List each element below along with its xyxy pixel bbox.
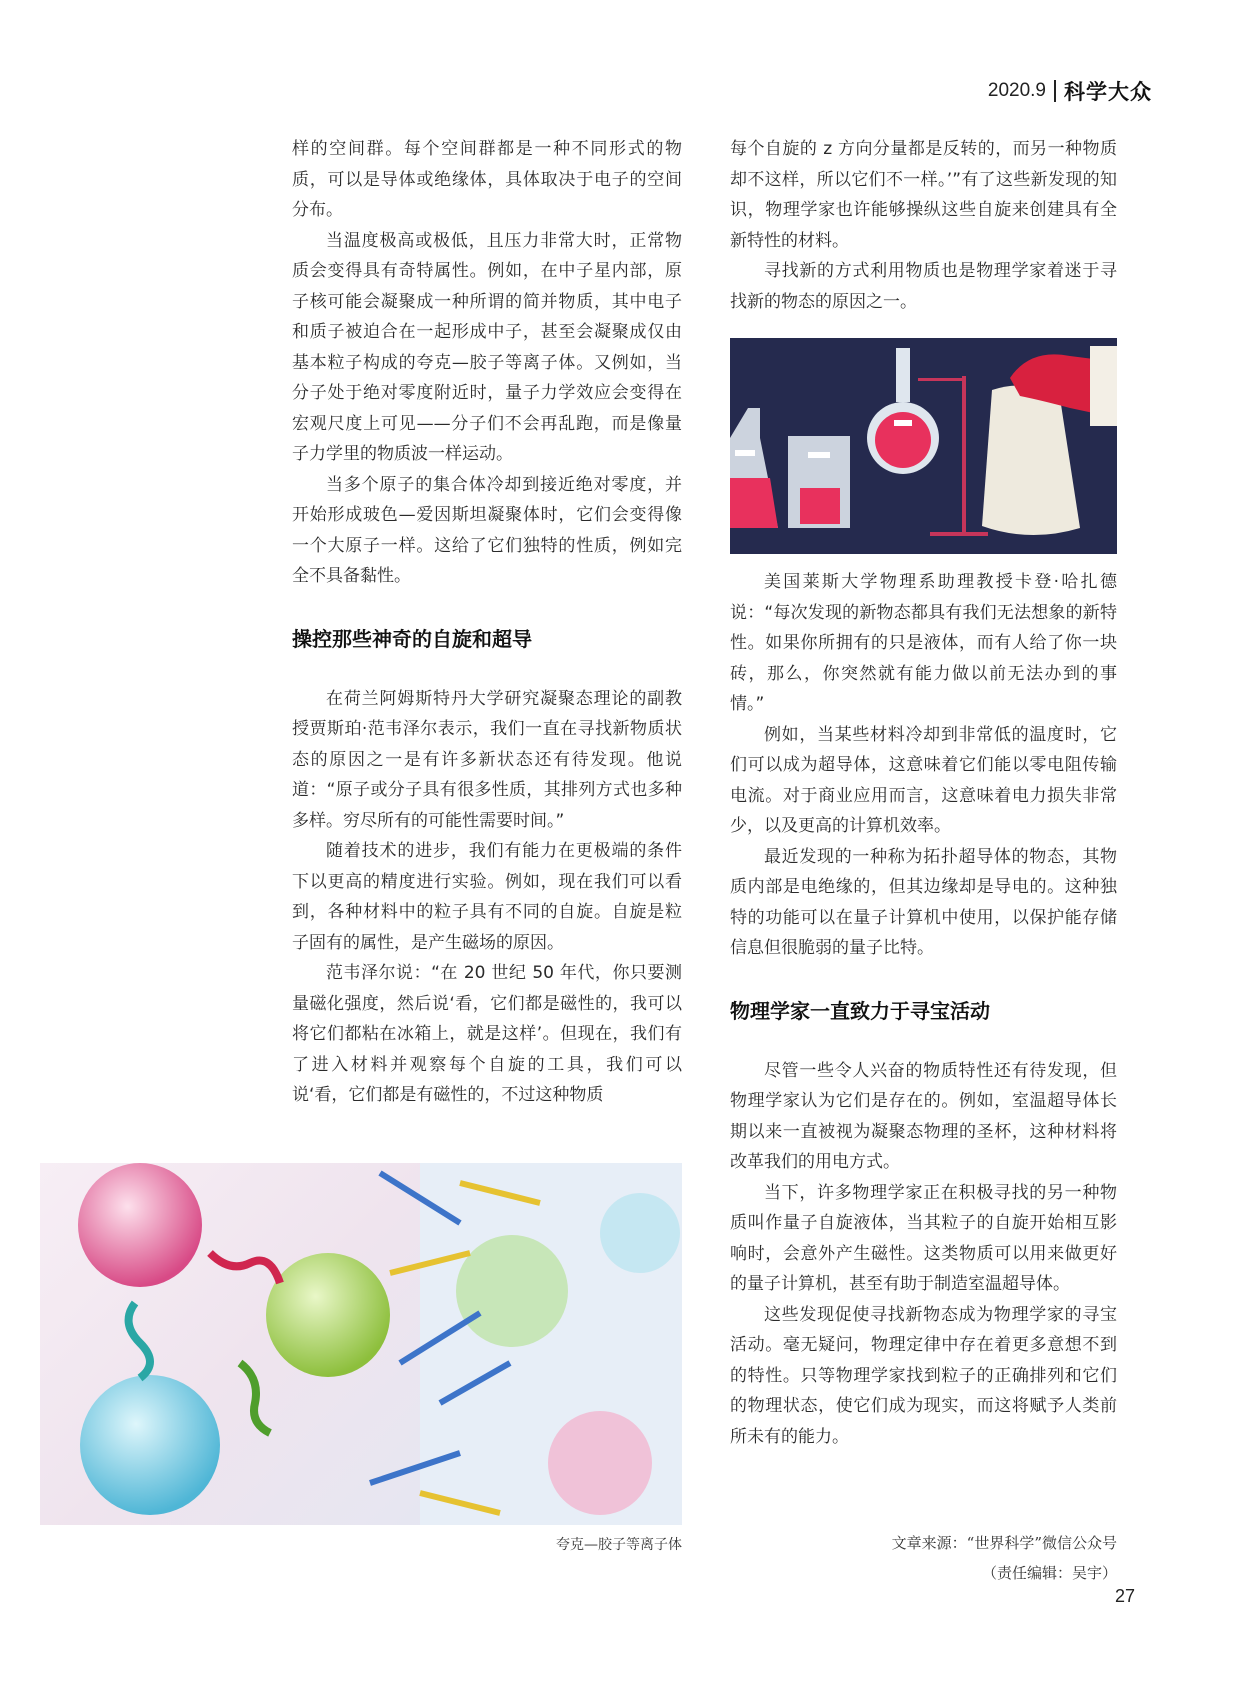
left-paragraph-6: 范韦泽尔说：“在 20 世纪 50 年代，你只要测量磁化强度，然后说‘看，它们都是磁性的，我可以将它们都粘在冰箱上，就是这样’。但现在，我们有了进入材料并观察每个自旋的工具，我们可以说‘看，它们都是有磁性的，不过这种物质 [292,963,682,1105]
green-quark [266,1253,390,1377]
right-column [730,134,1117,1452]
article-source: 文章来源：“世界科学”微信公众号 [891,1534,1117,1552]
background-quark-blue [600,1193,680,1273]
section-heading-treasure: 物理学家一直致力于寻宝活动 [730,998,990,1023]
lab-svg [730,338,1117,554]
plasma-svg [40,1163,682,1525]
right-paragraph-2: 寻找新的方式利用物质也是物理学家着迷于寻找新的物态的原因之一。 [730,261,1117,312]
round-flask-label [894,420,912,426]
lab-glassware-illustration [730,338,1117,554]
beaker-label [808,452,830,458]
stand-base [930,532,988,536]
responsible-editor: （责任编辑：吴宇） [981,1564,1117,1582]
background-quark-green [456,1235,568,1347]
flask-liquid-1 [730,478,778,528]
figure-caption: 夸克—胶子等离子体 [556,1537,682,1553]
stand-pole [962,376,966,534]
right-paragraph-6: 尽管一些令人兴奋的物质特性还有待发现，但物理学家认为它们是存在的。例如，室温超导体长期以来一直被视为凝聚态物理的圣杯，这种材料将改革我们的用电方式。 [730,1060,1117,1172]
stand-clamp [918,378,966,381]
left-paragraph-5: 随着技术的进步，我们有能力在更极端的条件下以更高的精度进行实验。例如，现在我们可以看到，各种材料中的粒子具有不同的自旋。自旋是粒子固有的属性，是产生磁场的原因。 [292,841,682,953]
right-paragraph-3: 美国莱斯大学物理系助理教授卡登·哈扎德说：“每次发现的新物态都具有我们无法想象的新特性。如果你所拥有的只是液体，而有人给了你一块砖，那么，你突然就有能力做以前无法办到的事情。” [730,572,1117,714]
blue-quark [80,1375,220,1515]
article-credits [730,1528,1117,1588]
quark-gluon-plasma-illustration [40,1163,682,1525]
magazine-title: 科学大众 [1064,79,1152,104]
flask-label-1 [735,450,755,456]
page-number: 27 [1115,1586,1136,1606]
page-header [988,76,1152,106]
right-paragraph-1: 每个自旋的 z 方向分量都是反转的，而另一种物质却不这样，所以它们不一样。’”有了这些新发现的知识，物理学家也许能够操纵这些自旋来创建具有全新特性的材料。 [730,139,1117,251]
sleeve [1090,346,1117,426]
right-paragraph-7: 当下，许多物理学家正在积极寻找的另一种物质叫作量子自旋液体，当其粒子的自旋开始相互影响时，会意外产生磁性。这类物质可以用来做更好的量子计算机，甚至有助于制造室温超导体。 [730,1182,1117,1294]
gluon-teal [129,1303,150,1378]
gluon-red [210,1253,280,1283]
header-divider [1054,80,1056,102]
left-paragraph-1: 样的空间群。每个空间群都是一种不同形式的物质，可以是导体或绝缘体，具体取决于电子的空间分布。 [292,139,682,220]
pink-quark [78,1163,202,1287]
round-flask-neck [896,348,910,402]
right-paragraph-5: 最近发现的一种称为拓扑超导体的物态，其物质内部是电绝缘的，但其边缘却是导电的。这种独特的功能可以在量子计算机中使用，以保护能存储信息但很脆弱的量子比特。 [730,846,1117,958]
right-paragraph-8: 这些发现促使寻找新物态成为物理学家的寻宝活动。毫无疑问，物理定律中存在着更多意想不到的特性。只等物理学家找到粒子的正确排列和它们的物理状态，使它们成为现实，而这将赋予人类前所未有的能力。 [730,1304,1117,1447]
section-heading-spin: 操控那些神奇的自旋和超导 [292,626,532,651]
right-paragraph-4: 例如，当某些材料冷却到非常低的温度时，它们可以成为超导体，这意味着它们能以零电阻传输电流。对于商业应用而言，这意味着电力损失非常少，以及更高的计算机效率。 [730,724,1117,836]
left-paragraph-3: 当多个原子的集合体冷却到接近绝对零度，并开始形成玻色—爱因斯坦凝聚体时，它们会变得像一个大原子一样。这给了它们独特的性质，例如完全不具备黏性。 [292,474,682,586]
beaker-liquid [800,488,840,524]
background-quark-pink [548,1411,652,1515]
left-paragraph-4: 在荷兰阿姆斯特丹大学研究凝聚态理论的副教授贾斯珀·范韦泽尔表示，我们一直在寻找新物质状态的原因之一是有许多新状态还有待发现。他说道：“原子或分子具有很多性质，其排列方式也多种多样。穷尽所有的可能性需要时间。” [292,688,682,831]
white-cloth [982,386,1080,536]
left-column [292,134,682,1111]
issue-number: 2020.9 [987,80,1046,101]
gluon-green [240,1363,270,1433]
left-paragraph-2: 当温度极高或极低，且压力非常大时，正常物质会变得具有奇特属性。例如，在中子星内部，原子核可能会凝聚成一种所谓的简并物质，其中电子和质子被迫合在一起形成中子，甚至会凝聚成仅由基本粒子构成的夸克—胶子等离子体。又例如，当分子处于绝对零度附近时，量子力学效应会变得在宏观尺度上可见——分子们不会再乱跑，而是像量子力学里的物质波一样运动。 [292,230,682,464]
